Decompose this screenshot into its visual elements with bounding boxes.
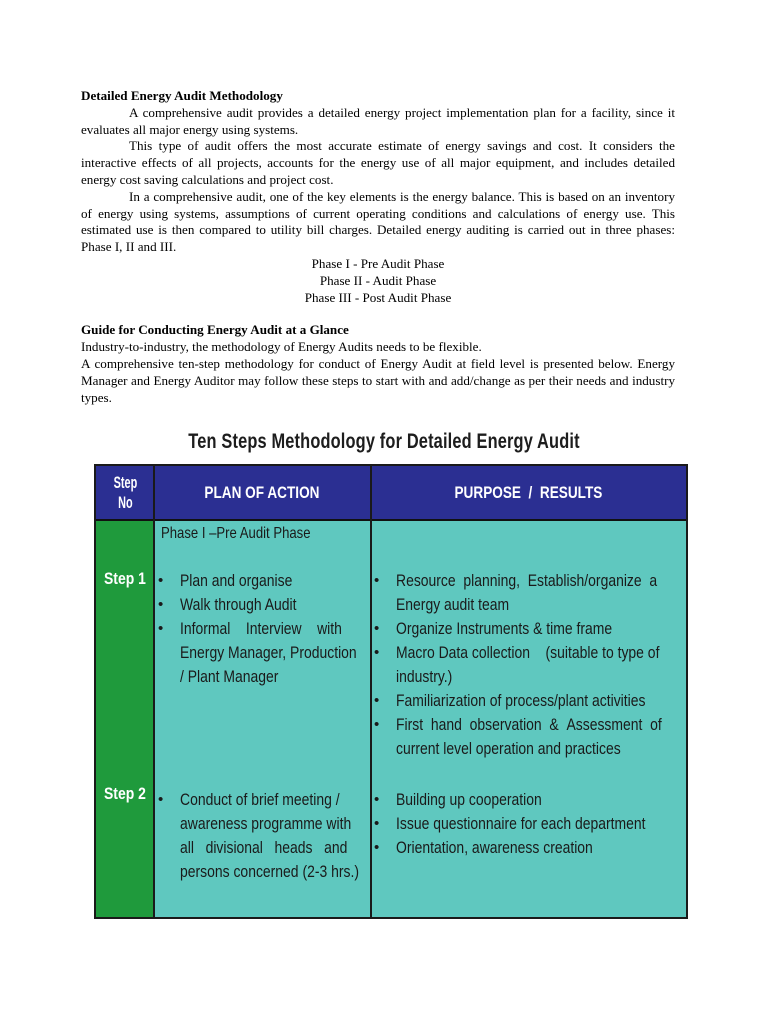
step-1-plan-list	[156, 569, 357, 689]
paragraph-3: In a comprehensive audit, one of the key elements is the energy balance. This is based on an inventory of energy using systems, assumptions of current operating conditions and calculations of energy use. This estimated use is then compared to utility bill charges. Detailed energy auditing is carried out in three phases: Phase I, II and III.	[81, 188, 675, 255]
header-step-no: Step No	[113, 472, 137, 512]
document-body	[81, 88, 675, 406]
paragraph-2: This type of audit offers the most accurate estimate of energy savings and cost. It considers the interactive effects of all projects, accounts for the energy use of all major equipment, and includes detailed energy cost saving calculations and project cost.	[81, 138, 675, 187]
list-item: • Orientation, awareness creation	[372, 836, 677, 860]
section-title-methodology: Detailed Energy Audit Methodology	[81, 88, 283, 103]
methodology-table	[94, 464, 688, 919]
phase-1: Phase I - Pre Audit Phase	[311, 255, 445, 271]
list-item: • Walk through Audit	[156, 593, 346, 617]
column-divider	[153, 466, 155, 917]
header-purpose-results: PURPOSE / RESULTS	[454, 482, 602, 502]
phase-2: Phase II - Audit Phase	[319, 272, 437, 288]
step-2-purpose-list	[372, 788, 677, 860]
paragraph-1: A comprehensive audit provides a detailed energy project implementation plan for a facility, since it evaluates all major energy using systems.	[81, 104, 675, 137]
list-item: • Organize Instruments & time frame	[372, 617, 677, 641]
list-item: • Macro Data collection (suitable to type of industry.)	[372, 641, 677, 689]
step-1-purpose-list	[372, 569, 677, 761]
step-label-2: Step 2	[104, 784, 146, 803]
list-item: • Resource planning, Establish/organize a Energy audit team	[372, 569, 677, 617]
step-2-plan-list	[156, 788, 359, 884]
paragraph-4: Industry-to-industry, the methodology of Energy Audits needs to be flexible.	[81, 339, 482, 355]
table-header	[96, 466, 686, 521]
list-item: • Plan and organise	[156, 569, 346, 593]
list-item: • First hand observation & Assessment of current level operation and practices	[372, 713, 677, 761]
phase-3: Phase III - Post Audit Phase	[304, 289, 452, 305]
list-item: • Issue questionnaire for each department	[372, 812, 677, 836]
phase-list	[81, 256, 675, 306]
list-item: • Conduct of brief meeting / awareness programme with all divisional heads and persons concerned (2-3 hrs.)	[156, 788, 346, 884]
table-title: Ten Steps Methodology for Detailed Energy Audit	[188, 430, 580, 453]
paragraph-5: A comprehensive ten-step methodology for conduct of Energy Audit at field level is presented below. Energy Manager and Energy Auditor may follow these steps to start with and add/change as per their needs and industry types.	[81, 355, 675, 405]
step-label-1: Step 1	[104, 569, 146, 588]
list-item: • Familiarization of process/plant activities	[372, 689, 677, 713]
list-item: • Informal Interview with Energy Manager, Production / Plant Manager	[156, 617, 346, 689]
header-plan-of-action: PLAN OF ACTION	[204, 482, 320, 502]
list-item: • Building up cooperation	[372, 788, 677, 812]
phase-title: Phase I –Pre Audit Phase	[161, 525, 311, 542]
section-title-guide: Guide for Conducting Energy Audit at a Glance	[81, 322, 349, 338]
